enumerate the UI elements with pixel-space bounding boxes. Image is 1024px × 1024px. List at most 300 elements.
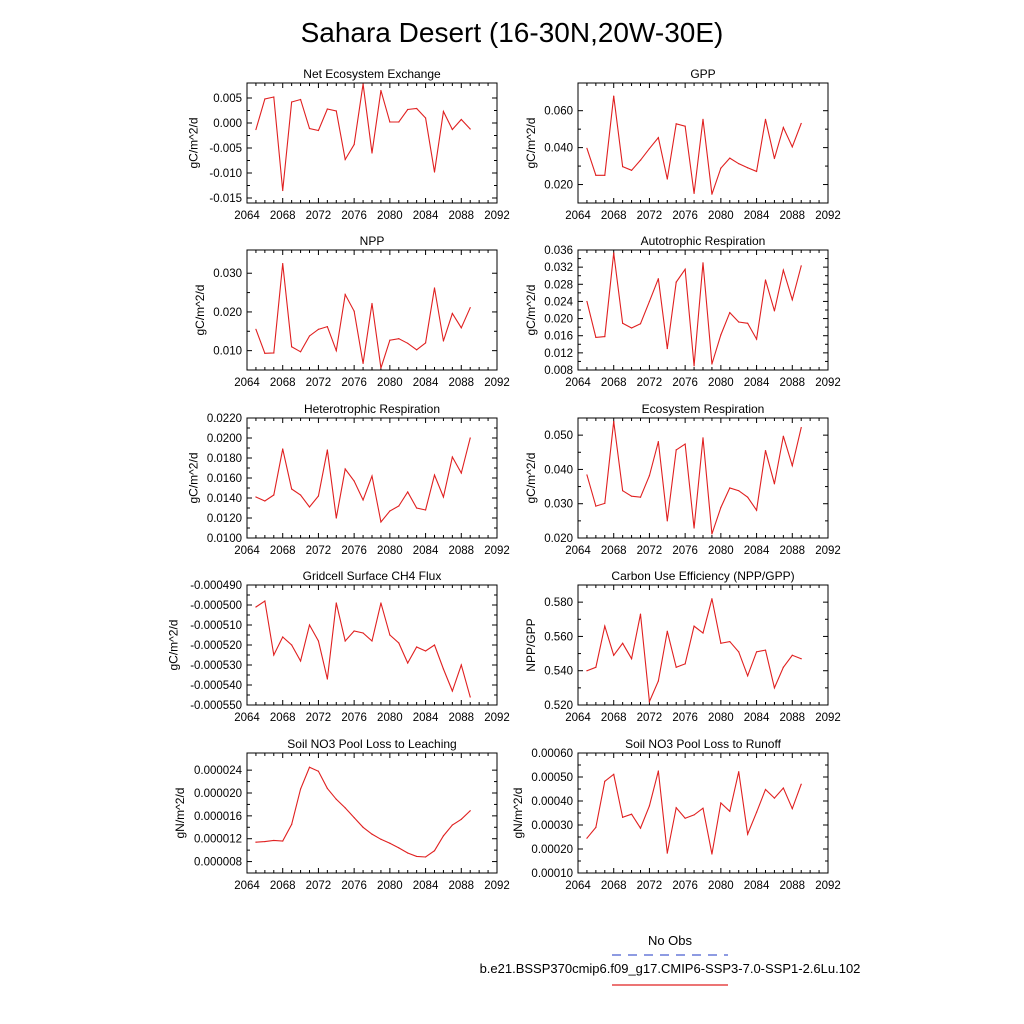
y-tick-label: 0.000012 bbox=[194, 833, 242, 846]
data-point bbox=[380, 90, 381, 91]
data-point bbox=[729, 811, 730, 812]
data-point bbox=[595, 827, 596, 828]
x-tick-label: 2064 bbox=[565, 880, 591, 892]
data-point bbox=[336, 350, 337, 351]
y-tick-label: 0.030 bbox=[544, 498, 573, 511]
data-point bbox=[792, 299, 793, 300]
data-point bbox=[336, 517, 337, 518]
data-point bbox=[309, 335, 310, 336]
data-point bbox=[371, 152, 372, 153]
y-tick-label: 0.000020 bbox=[194, 788, 242, 800]
data-point bbox=[470, 307, 471, 308]
data-point bbox=[720, 334, 721, 335]
data-point bbox=[389, 340, 390, 341]
data-point bbox=[765, 650, 766, 651]
y-tick-label: 0.0120 bbox=[206, 513, 242, 525]
y-tick-label: 0.012 bbox=[544, 347, 573, 360]
data-point bbox=[255, 842, 256, 843]
data-point bbox=[273, 840, 274, 841]
data-point bbox=[309, 767, 310, 768]
x-tick-label: 2076 bbox=[672, 880, 698, 892]
data-point bbox=[309, 624, 310, 625]
data-point bbox=[685, 126, 686, 127]
x-tick-label: 2084 bbox=[743, 545, 770, 557]
data-point bbox=[586, 670, 587, 671]
data-point bbox=[595, 337, 596, 338]
data-point bbox=[738, 321, 739, 322]
data-point bbox=[282, 840, 283, 841]
data-point bbox=[398, 847, 399, 848]
data-point bbox=[407, 852, 408, 853]
data-point bbox=[649, 301, 650, 302]
data-point bbox=[425, 342, 426, 343]
data-point bbox=[801, 123, 802, 124]
y-axis-label: gC/m^2/d bbox=[524, 284, 538, 336]
y-tick-label: 0.00050 bbox=[531, 772, 573, 784]
data-point bbox=[613, 252, 614, 253]
panel-title: Soil NO3 Pool Loss to Leaching bbox=[287, 737, 457, 751]
data-point bbox=[604, 336, 605, 337]
data-point bbox=[282, 190, 283, 191]
data-point bbox=[336, 110, 337, 111]
data-point bbox=[327, 326, 328, 327]
data-point bbox=[461, 664, 462, 665]
data-point bbox=[354, 817, 355, 818]
y-axis-label: gC/m^2/d bbox=[186, 452, 201, 504]
x-tick-label: 2064 bbox=[565, 377, 591, 389]
data-point bbox=[318, 495, 319, 496]
legend-model-label: b.e21.BSSP370cmip6.f09_g17.CMIP6-SSP3-7.0-SSP1-2.6Lu.102 bbox=[479, 961, 861, 976]
data-point bbox=[371, 303, 372, 304]
x-tick-label: 2072 bbox=[305, 712, 332, 724]
x-tick-label: 2068 bbox=[269, 712, 296, 724]
data-point bbox=[774, 798, 775, 799]
data-point bbox=[443, 835, 444, 836]
x-tick-label: 2064 bbox=[234, 545, 260, 557]
x-tick-label: 2080 bbox=[708, 545, 734, 557]
data-point bbox=[676, 123, 677, 124]
y-tick-label: 0.060 bbox=[544, 105, 573, 118]
x-tick-label: 2076 bbox=[672, 377, 698, 389]
data-point bbox=[765, 789, 766, 790]
x-tick-label: 2084 bbox=[412, 545, 439, 557]
data-point bbox=[640, 323, 641, 324]
data-point bbox=[398, 642, 399, 643]
data-point bbox=[792, 808, 793, 809]
data-point bbox=[765, 119, 766, 120]
data-point bbox=[380, 602, 381, 603]
data-point bbox=[631, 496, 632, 497]
data-point bbox=[345, 468, 346, 469]
data-point bbox=[318, 130, 319, 131]
data-point bbox=[604, 503, 605, 504]
data-point bbox=[774, 158, 775, 159]
data-point bbox=[622, 323, 623, 324]
data-point bbox=[461, 119, 462, 120]
x-tick-label: 2088 bbox=[448, 545, 475, 557]
data-point bbox=[398, 338, 399, 339]
data-point bbox=[658, 137, 659, 138]
data-point bbox=[702, 632, 703, 633]
y-tick-label: 0.020 bbox=[213, 306, 242, 319]
data-point bbox=[434, 287, 435, 288]
y-tick-label: 0.00040 bbox=[531, 796, 573, 808]
data-point bbox=[452, 824, 453, 825]
x-tick-label: 2076 bbox=[341, 712, 367, 724]
data-point bbox=[264, 98, 265, 99]
x-tick-label: 2088 bbox=[779, 880, 806, 892]
y-tick-label: 0.000024 bbox=[194, 765, 242, 778]
data-point bbox=[380, 839, 381, 840]
x-tick-label: 2076 bbox=[341, 545, 367, 557]
data-point bbox=[640, 160, 641, 161]
data-point bbox=[398, 505, 399, 506]
data-point bbox=[702, 808, 703, 809]
x-tick-label: 2068 bbox=[269, 545, 296, 557]
data-point bbox=[676, 282, 677, 283]
data-point bbox=[345, 807, 346, 808]
x-tick-label: 2080 bbox=[377, 545, 403, 557]
data-point bbox=[711, 533, 712, 534]
y-tick-label: 0.028 bbox=[544, 279, 573, 292]
x-tick-label: 2072 bbox=[305, 210, 332, 222]
data-point bbox=[282, 448, 283, 449]
panel-title: Ecosystem Respiration bbox=[641, 402, 765, 416]
x-tick-label: 2064 bbox=[565, 545, 591, 557]
data-point bbox=[747, 497, 748, 498]
x-tick-label: 2068 bbox=[600, 210, 627, 222]
x-tick-label: 2092 bbox=[484, 880, 510, 892]
x-tick-label: 2080 bbox=[377, 712, 403, 724]
data-point bbox=[291, 101, 292, 102]
data-point bbox=[470, 696, 471, 697]
data-point bbox=[389, 121, 390, 122]
data-point bbox=[720, 507, 721, 508]
data-point bbox=[443, 111, 444, 112]
data-point bbox=[264, 353, 265, 354]
data-point bbox=[300, 660, 301, 661]
data-point bbox=[738, 651, 739, 652]
data-point bbox=[801, 658, 802, 659]
x-tick-label: 2084 bbox=[412, 880, 439, 892]
data-point bbox=[389, 634, 390, 635]
data-point bbox=[416, 646, 417, 647]
data-point bbox=[658, 441, 659, 442]
data-point bbox=[595, 506, 596, 507]
data-point bbox=[738, 163, 739, 164]
data-point bbox=[362, 499, 363, 500]
legend-obs-label: No Obs bbox=[647, 933, 693, 948]
data-point bbox=[291, 644, 292, 645]
data-point bbox=[255, 496, 256, 497]
y-axis-label: gN/m^2/d bbox=[173, 787, 188, 839]
y-tick-label: 0.030 bbox=[213, 268, 242, 281]
x-tick-label: 2088 bbox=[779, 712, 806, 724]
x-tick-label: 2076 bbox=[672, 712, 698, 724]
y-tick-label: 0.024 bbox=[544, 296, 573, 309]
data-point bbox=[398, 121, 399, 122]
data-point bbox=[595, 175, 596, 176]
data-point bbox=[649, 805, 650, 806]
y-tick-label: 0.020 bbox=[544, 533, 573, 545]
data-point bbox=[801, 427, 802, 428]
y-tick-label: 0.580 bbox=[544, 597, 573, 610]
data-point bbox=[452, 313, 453, 314]
data-point bbox=[729, 641, 730, 642]
data-point bbox=[658, 680, 659, 681]
data-point bbox=[300, 99, 301, 100]
x-tick-label: 2076 bbox=[341, 210, 367, 222]
data-point bbox=[702, 119, 703, 120]
data-point bbox=[622, 643, 623, 644]
data-point bbox=[255, 606, 256, 607]
y-tick-label: 0.016 bbox=[544, 330, 573, 343]
data-point bbox=[264, 500, 265, 501]
data-point bbox=[649, 701, 650, 702]
data-point bbox=[416, 856, 417, 857]
x-tick-label: 2072 bbox=[636, 880, 663, 892]
x-tick-label: 2080 bbox=[708, 880, 734, 892]
data-point bbox=[273, 96, 274, 97]
x-tick-label: 2092 bbox=[484, 377, 510, 389]
data-point bbox=[309, 506, 310, 507]
data-point bbox=[470, 437, 471, 438]
x-tick-label: 2092 bbox=[815, 712, 841, 724]
data-point bbox=[685, 818, 686, 819]
data-point bbox=[452, 129, 453, 130]
x-tick-label: 2068 bbox=[269, 210, 296, 222]
data-point bbox=[747, 675, 748, 676]
data-point bbox=[309, 128, 310, 129]
data-point bbox=[801, 784, 802, 785]
data-point bbox=[774, 310, 775, 311]
data-point bbox=[425, 650, 426, 651]
data-point bbox=[676, 449, 677, 450]
y-tick-label: 0.0180 bbox=[206, 453, 242, 465]
data-point bbox=[711, 194, 712, 195]
y-tick-label: 0.560 bbox=[544, 631, 573, 644]
y-tick-label: 0.520 bbox=[544, 700, 573, 712]
y-tick-label: -0.000510 bbox=[190, 620, 242, 632]
y-tick-label: 0.000008 bbox=[194, 856, 242, 869]
data-point bbox=[327, 788, 328, 789]
data-point bbox=[461, 819, 462, 820]
data-point bbox=[702, 262, 703, 263]
data-point bbox=[318, 640, 319, 641]
data-point bbox=[291, 824, 292, 825]
data-point bbox=[711, 853, 712, 854]
y-tick-label: -0.000540 bbox=[190, 680, 242, 692]
data-point bbox=[693, 814, 694, 815]
y-tick-label: 0.040 bbox=[544, 142, 573, 155]
y-tick-label: 0.020 bbox=[544, 179, 573, 192]
data-point bbox=[470, 810, 471, 811]
x-tick-label: 2072 bbox=[636, 712, 663, 724]
y-tick-label: 0.0200 bbox=[206, 433, 242, 445]
x-tick-label: 2080 bbox=[708, 377, 734, 389]
y-tick-label: -0.000490 bbox=[190, 580, 242, 592]
data-point bbox=[693, 626, 694, 627]
y-tick-label: 0.040 bbox=[544, 464, 573, 477]
data-point bbox=[586, 148, 587, 149]
data-point bbox=[282, 263, 283, 264]
panel-title: GPP bbox=[690, 67, 716, 81]
data-point bbox=[380, 367, 381, 368]
data-point bbox=[783, 270, 784, 271]
data-point bbox=[693, 527, 694, 528]
data-point bbox=[613, 96, 614, 97]
data-point bbox=[586, 838, 587, 839]
y-axis-label: gC/m^2/d bbox=[186, 117, 201, 169]
y-tick-label: -0.015 bbox=[209, 193, 242, 205]
data-point bbox=[756, 171, 757, 172]
data-point bbox=[747, 323, 748, 324]
data-point bbox=[407, 343, 408, 344]
data-point bbox=[622, 166, 623, 167]
x-tick-label: 2064 bbox=[565, 210, 591, 222]
data-point bbox=[443, 496, 444, 497]
data-point bbox=[371, 475, 372, 476]
x-tick-label: 2076 bbox=[672, 545, 698, 557]
data-point bbox=[702, 437, 703, 438]
x-tick-label: 2072 bbox=[636, 545, 663, 557]
panel-title: NPP bbox=[359, 234, 385, 248]
data-point bbox=[389, 843, 390, 844]
y-tick-label: 0.00020 bbox=[531, 844, 573, 856]
data-point bbox=[783, 127, 784, 128]
data-point bbox=[291, 346, 292, 347]
y-tick-label: 0.00030 bbox=[531, 820, 573, 832]
data-point bbox=[783, 667, 784, 668]
x-tick-label: 2088 bbox=[448, 377, 475, 389]
x-tick-label: 2084 bbox=[743, 712, 770, 724]
x-tick-label: 2080 bbox=[377, 377, 403, 389]
x-tick-label: 2092 bbox=[815, 210, 841, 222]
data-point bbox=[685, 443, 686, 444]
panel-title: Autotrophic Respiration bbox=[640, 234, 766, 248]
data-point bbox=[631, 814, 632, 815]
x-tick-label: 2084 bbox=[412, 210, 439, 222]
data-point bbox=[425, 509, 426, 510]
data-point bbox=[720, 168, 721, 169]
y-axis-label: gC/m^2/d bbox=[166, 619, 181, 671]
data-point bbox=[720, 802, 721, 803]
data-point bbox=[711, 598, 712, 599]
data-point bbox=[792, 655, 793, 656]
x-tick-label: 2080 bbox=[708, 210, 734, 222]
y-tick-label: 0.005 bbox=[213, 93, 242, 105]
data-point bbox=[595, 667, 596, 668]
data-point bbox=[774, 687, 775, 688]
x-tick-label: 2084 bbox=[743, 210, 770, 222]
y-tick-label: 0.540 bbox=[544, 665, 573, 678]
panel-title: Soil NO3 Pool Loss to Runoff bbox=[625, 737, 781, 751]
y-tick-label: 0.000016 bbox=[194, 810, 242, 823]
y-axis-label: NPP/GPP bbox=[524, 618, 538, 672]
x-tick-label: 2088 bbox=[779, 210, 806, 222]
y-tick-label: 0.0100 bbox=[206, 533, 242, 545]
x-tick-label: 2072 bbox=[636, 377, 663, 389]
x-tick-label: 2088 bbox=[448, 880, 475, 892]
x-tick-label: 2072 bbox=[305, 880, 332, 892]
x-tick-label: 2068 bbox=[600, 545, 627, 557]
data-point bbox=[255, 129, 256, 130]
y-tick-label: 0.010 bbox=[213, 345, 242, 358]
data-point bbox=[300, 351, 301, 352]
data-point bbox=[720, 643, 721, 644]
data-point bbox=[685, 269, 686, 270]
x-tick-label: 2084 bbox=[412, 377, 439, 389]
x-tick-label: 2092 bbox=[484, 712, 510, 724]
data-point bbox=[685, 663, 686, 664]
data-point bbox=[711, 363, 712, 364]
y-tick-label: 0.050 bbox=[544, 430, 573, 443]
data-point bbox=[300, 788, 301, 789]
data-point bbox=[345, 294, 346, 295]
data-point bbox=[756, 510, 757, 511]
x-tick-label: 2080 bbox=[377, 210, 403, 222]
y-tick-label: 0.00010 bbox=[531, 868, 573, 880]
data-point bbox=[273, 494, 274, 495]
data-point bbox=[434, 644, 435, 645]
data-point bbox=[443, 668, 444, 669]
data-point bbox=[425, 117, 426, 118]
y-axis-label: gC/m^2/d bbox=[524, 117, 538, 169]
data-point bbox=[693, 365, 694, 366]
x-tick-label: 2092 bbox=[815, 545, 841, 557]
x-tick-label: 2080 bbox=[708, 712, 734, 724]
data-point bbox=[649, 475, 650, 476]
data-point bbox=[327, 678, 328, 679]
data-point bbox=[765, 450, 766, 451]
x-tick-label: 2064 bbox=[234, 712, 260, 724]
data-point bbox=[461, 472, 462, 473]
data-point bbox=[407, 662, 408, 663]
data-point bbox=[729, 312, 730, 313]
x-tick-label: 2080 bbox=[377, 880, 403, 892]
y-tick-label: 0.032 bbox=[544, 262, 573, 275]
data-point bbox=[362, 827, 363, 828]
data-point bbox=[640, 828, 641, 829]
y-tick-label: 0.000 bbox=[213, 118, 242, 130]
data-point bbox=[756, 339, 757, 340]
data-point bbox=[273, 352, 274, 353]
data-point bbox=[434, 474, 435, 475]
data-point bbox=[362, 632, 363, 633]
x-tick-label: 2064 bbox=[565, 712, 591, 724]
y-tick-label: -0.000530 bbox=[190, 660, 242, 672]
data-point bbox=[362, 363, 363, 364]
data-point bbox=[327, 108, 328, 109]
data-point bbox=[354, 311, 355, 312]
data-point bbox=[676, 807, 677, 808]
panel-title: Net Ecosystem Exchange bbox=[303, 67, 441, 81]
data-point bbox=[729, 158, 730, 159]
x-tick-label: 2088 bbox=[779, 545, 806, 557]
panel-title: Gridcell Surface CH4 Flux bbox=[302, 569, 442, 583]
y-tick-label: 0.0160 bbox=[206, 473, 242, 485]
data-point bbox=[416, 507, 417, 508]
data-point bbox=[613, 421, 614, 422]
x-tick-label: 2084 bbox=[743, 880, 770, 892]
y-tick-label: -0.000550 bbox=[190, 700, 242, 712]
data-point bbox=[434, 171, 435, 172]
x-tick-label: 2076 bbox=[341, 880, 367, 892]
data-point bbox=[255, 329, 256, 330]
data-point bbox=[371, 834, 372, 835]
data-point bbox=[667, 348, 668, 349]
data-point bbox=[336, 602, 337, 603]
